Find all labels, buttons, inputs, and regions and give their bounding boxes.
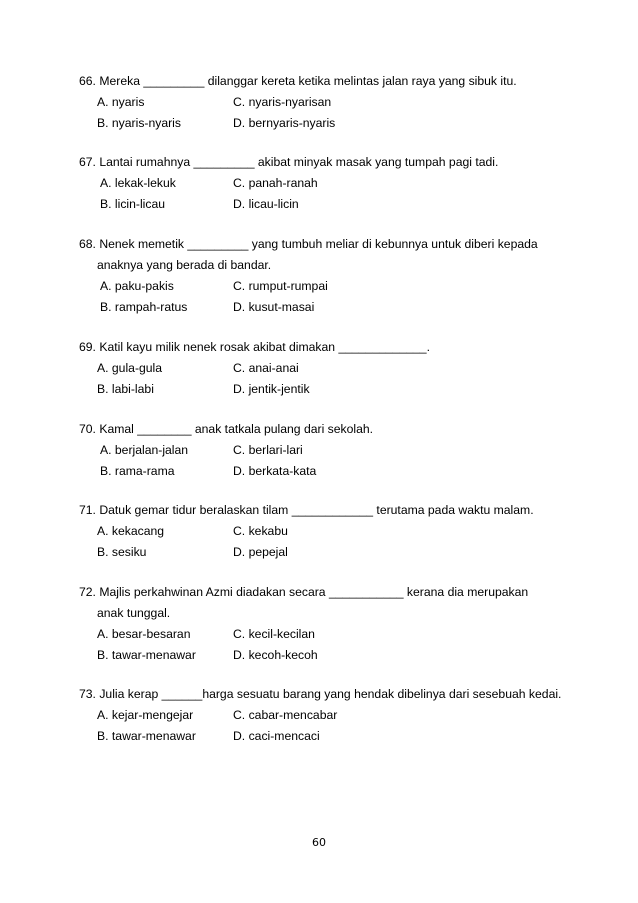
option-c: C. nyaris-nyarisan — [233, 95, 332, 109]
option-d: D. berkata-kata — [233, 464, 317, 478]
question-68 — [79, 234, 579, 318]
option-c: C. kekabu — [233, 524, 288, 538]
question-70 — [79, 419, 579, 482]
option-a: A. paku-pakis — [100, 279, 174, 293]
option-d: D. licau-licin — [233, 197, 299, 211]
question-71 — [79, 500, 579, 563]
option-row — [79, 542, 579, 563]
option-d: D. pepejal — [233, 545, 288, 559]
option-row — [79, 521, 579, 542]
option-b: B. labi-labi — [97, 382, 154, 396]
option-a: A. lekak-lekuk — [100, 176, 176, 190]
question-text: 70. Kamal ________ anak tatkala pulang dari sekolah. — [79, 422, 374, 436]
option-b: B. rama-rama — [100, 464, 175, 478]
option-row — [79, 705, 579, 726]
option-a: A. gula-gula — [97, 361, 163, 375]
option-row — [79, 113, 579, 134]
question-text-continued: anaknya yang berada di bandar. — [97, 258, 272, 272]
option-row — [79, 173, 579, 194]
option-row — [79, 92, 579, 113]
question-text: 66. Mereka _________ dilanggar kereta ketika melintas jalan raya yang sibuk itu. — [79, 74, 517, 88]
question-text: 68. Nenek memetik _________ yang tumbuh meliar di kebunnya untuk diberi kepada — [79, 237, 538, 251]
question-text: 67. Lantai rumahnya _________ akibat minyak masak yang tumpah pagi tadi. — [79, 155, 499, 169]
option-a: A. kekacang — [97, 524, 165, 538]
option-row — [79, 726, 579, 747]
question-67 — [79, 152, 579, 215]
option-b: B. licin-licau — [100, 197, 166, 211]
option-row — [79, 645, 579, 666]
option-a: A. berjalan-jalan — [100, 443, 189, 457]
page-number: 60 — [312, 836, 326, 849]
question-text: 73. Julia kerap ______harga sesuatu barang yang hendak dibelinya dari sesebuah kedai. — [79, 687, 562, 701]
question-73 — [79, 684, 579, 747]
option-c: C. berlari-lari — [233, 443, 303, 457]
option-c: C. rumput-rumpai — [233, 279, 328, 293]
option-row — [79, 379, 579, 400]
question-66 — [79, 71, 579, 134]
option-row — [79, 440, 579, 461]
question-text-continued: anak tunggal. — [97, 606, 171, 620]
option-a: A. besar-besaran — [97, 627, 191, 641]
option-b: B. tawar-menawar — [97, 729, 196, 743]
option-c: C. cabar-mencabar — [233, 708, 338, 722]
option-b: B. tawar-menawar — [97, 648, 196, 662]
option-d: D. caci-mencaci — [233, 729, 320, 743]
option-d: D. bernyaris-nyaris — [233, 116, 336, 130]
option-a: A. nyaris — [97, 95, 145, 109]
option-b: B. sesiku — [97, 545, 147, 559]
option-row — [79, 194, 579, 215]
question-72 — [79, 582, 579, 666]
question-text: 71. Datuk gemar tidur beralaskan tilam ____________ terutama pada waktu malam. — [79, 503, 534, 517]
option-c: C. anai-anai — [233, 361, 299, 375]
option-row — [79, 276, 579, 297]
question-69 — [79, 337, 579, 400]
option-row — [79, 358, 579, 379]
option-row — [79, 297, 579, 318]
option-b: B. nyaris-nyaris — [97, 116, 181, 130]
option-b: B. rampah-ratus — [100, 300, 188, 314]
option-row — [79, 624, 579, 645]
question-text: 72. Majlis perkahwinan Azmi diadakan secara ___________ kerana dia merupakan — [79, 585, 529, 599]
question-text: 69. Katil kayu milik nenek rosak akibat dimakan _____________. — [79, 340, 430, 354]
option-c: C. panah-ranah — [233, 176, 318, 190]
option-d: D. jentik-jentik — [233, 382, 310, 396]
option-d: D. kusut-masai — [233, 300, 315, 314]
option-row — [79, 461, 579, 482]
option-a: A. kejar-mengejar — [97, 708, 194, 722]
option-c: C. kecil-kecilan — [233, 627, 315, 641]
option-d: D. kecoh-kecoh — [233, 648, 318, 662]
